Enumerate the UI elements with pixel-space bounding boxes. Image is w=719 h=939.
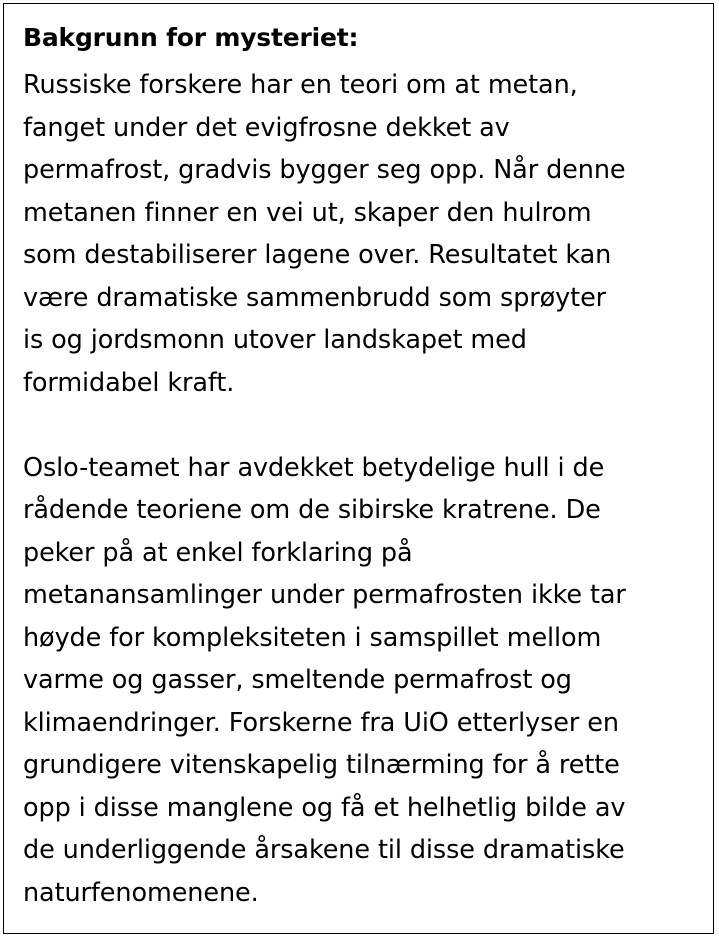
paragraph-1 bbox=[23, 64, 695, 404]
paragraph-2-line: peker på at enkel forklaring på bbox=[23, 537, 413, 568]
paragraph-1-line: som destabiliserer lagene over. Resultatet kan bbox=[23, 240, 612, 270]
paragraph-1-line: Russiske forskere har en teori om at metan, bbox=[23, 70, 578, 100]
box-title: Bakgrunn for mysteriet: bbox=[23, 23, 359, 52]
paragraph-gap bbox=[23, 404, 695, 447]
paragraph-1-line: være dramatiske sammenbrudd som sprøyter bbox=[23, 282, 607, 313]
paragraph-2-line: metanansamlinger under permafrosten ikke tar bbox=[23, 580, 626, 610]
paragraph-2 bbox=[23, 447, 695, 915]
paragraph-2-line: Oslo-teamet har avdekket betydelige hull i de bbox=[23, 452, 605, 483]
paragraph-1-line: metanen finner en vei ut, skaper den hulrom bbox=[23, 197, 592, 228]
paragraph-1-line: is og jordsmonn utover landskapet med bbox=[23, 325, 527, 355]
paragraph-2-line: de underliggende årsakene til disse dramatiske bbox=[23, 835, 625, 865]
paragraph-2-line: rådende teoriene om de sibirske kratrene. De bbox=[23, 495, 601, 525]
paragraph-2-line: varme og gasser, smeltende permafrost og bbox=[23, 665, 572, 695]
paragraph-2-line: høyde for kompleksiteten i samspillet mellom bbox=[23, 622, 602, 653]
paragraph-1-line: formidabel kraft. bbox=[23, 367, 235, 398]
paragraph-2-line: klimaendringer. Forskerne fra UiO etterlyser en bbox=[23, 707, 619, 738]
paragraph-2-line: opp i disse manglene og få et helhetlig bilde av bbox=[23, 792, 626, 823]
paragraph-1-line: fanget under det evigfrosne dekket av bbox=[23, 112, 510, 143]
paragraph-2-line: naturfenomenene. bbox=[23, 877, 259, 908]
text-box-content bbox=[23, 12, 695, 914]
paragraph-2-line: grundigere vitenskapelig tilnærming for å rette bbox=[23, 750, 620, 780]
paragraph-1-line: permafrost, gradvis bygger seg opp. Når denne bbox=[23, 155, 626, 185]
